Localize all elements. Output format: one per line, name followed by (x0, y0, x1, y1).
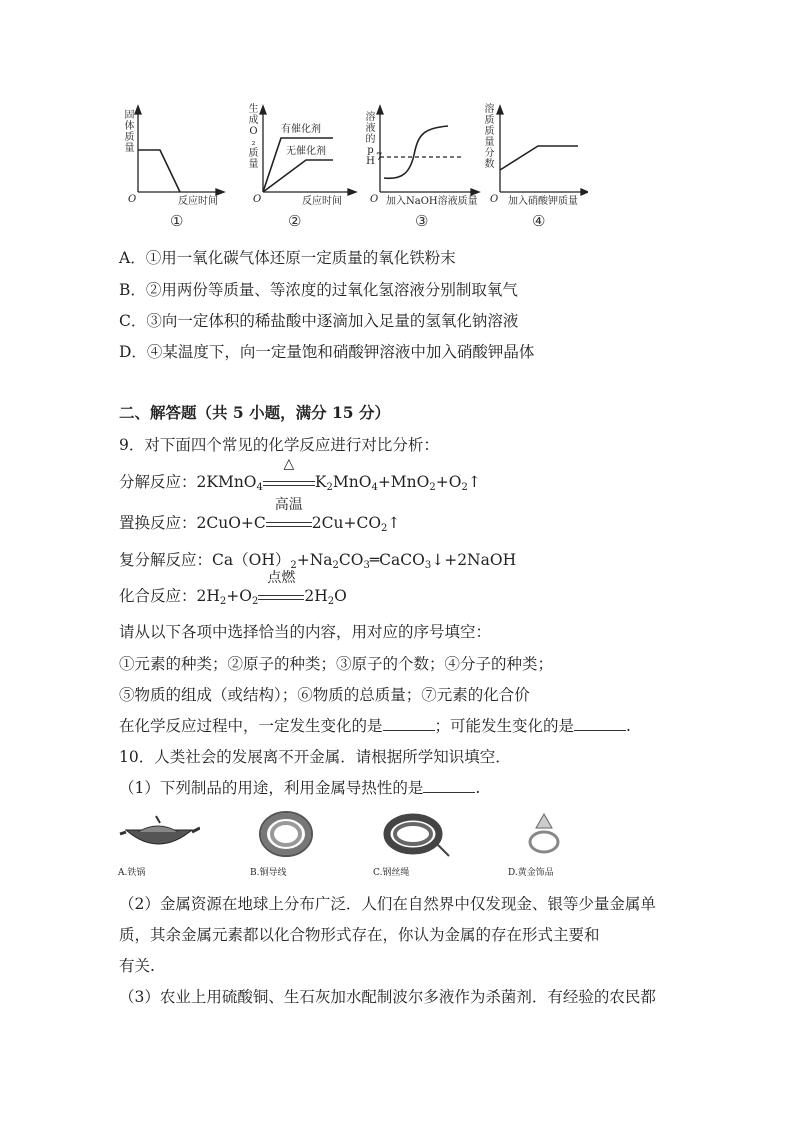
graph-2-curve-catalyst: 有催化剂 (281, 124, 321, 135)
photo-copper-wire (250, 806, 322, 880)
graph-4-number: ④ (532, 212, 546, 230)
photo-steel-rope (373, 806, 453, 880)
q10-part1: （1）下列制品的用途，利用金属导热性的是 . (119, 779, 481, 797)
graph-strip (118, 100, 588, 230)
condition-arrow (258, 570, 304, 606)
graphs-svg (118, 100, 588, 230)
q9-reaction-combination: 化合反应：$2H_2+O_2$ 点燃 $2H_2O$ (119, 570, 347, 607)
option-d: D．④某温度下，向一定量饱和硝酸钾溶液中加入硝酸钾晶体 (119, 343, 535, 361)
q9-stem: 9．对下面四个常见的化学反应进行对比分析： (119, 436, 439, 454)
photo-caption: B.铜导线 (250, 868, 287, 878)
q9-instruction: 请从以下各项中选择恰当的内容，用对应的序号填空： (119, 623, 492, 641)
equation-left: 2CuO+C (196, 514, 266, 532)
q10-part3-line1: （3）农业上用硫酸铜、生石灰加水配制波尔多液作为杀菌剂．有经验的农民都 (119, 988, 656, 1006)
q9-reaction-displacement: 置换反应：2CuO+C 高温 $2Cu+CO_2↑$ (119, 497, 401, 534)
q9-items-line2: ⑤物质的组成（或结构）；⑥物质的总质量；⑦元素的化合价 (119, 686, 530, 704)
graph-4-ylabel: 溶质质量分数 (484, 104, 495, 170)
answer-blank-1[interactable] (383, 716, 435, 731)
equation-left: 2KMnO (196, 473, 257, 491)
graph-3-number: ③ (415, 212, 429, 230)
graph-3-origin: O (370, 194, 379, 205)
q10-part2-line3: 有关. (119, 957, 155, 975)
graph-4 (497, 106, 588, 195)
graph-1-xlabel: 反应时间 (178, 196, 218, 207)
photo-caption: D.黄金饰品 (508, 868, 554, 878)
graph-3-ref-mark: 7 (376, 152, 383, 163)
q9-reaction-decomposition: 分解反应：2KMnO$_4$ △ $K_2MnO_4+MnO_2+O_2↑$ (119, 456, 481, 493)
condition-arrow (263, 456, 315, 492)
wire-coil-icon (250, 806, 322, 862)
q10-stem: 10．人类社会的发展离不开金属．请根据所学知识填空． (119, 748, 511, 766)
graph-4-xlabel: 加入硝酸钾质量 (508, 196, 578, 207)
section-heading: 二、解答题（共 5 小题，满分 15 分） (119, 403, 390, 422)
graph-3-ylabel: 溶液的pH (365, 112, 376, 167)
q10-part2-line2: 质，其余金属元素都以化合物形式存在，你认为金属的存在形式主要和 (119, 926, 600, 944)
product-photos (118, 806, 588, 880)
graph-1-ylabel: 固体质量 (124, 110, 135, 154)
graph-2-origin: O (253, 194, 262, 205)
option-b: B．②用两份等质量、等浓度的过氧化氢溶液分别制取氧气 (119, 281, 518, 299)
graph-1 (135, 106, 224, 195)
condition: 点燃 (267, 570, 296, 586)
condition: 高温 (274, 497, 303, 513)
q9-reaction-double-displacement: 复分解反应：$Ca(OH)_2+Na_2CO_3═CaCO_3↓+2NaOH$ (119, 551, 517, 571)
graph-3 (377, 106, 479, 195)
photo-caption: C.钢丝绳 (373, 868, 410, 878)
reaction-label: 化合反应： (119, 587, 197, 605)
photo-gold-jewelry (508, 806, 580, 880)
option-c: C．③向一定体积的稀盐酸中逐滴加入足量的氢氧化钠溶液 (119, 312, 519, 330)
option-a: A．①用一氧化碳气体还原一定质量的氧化铁粉末 (119, 249, 456, 267)
steel-rope-icon (373, 806, 453, 862)
wok-icon (118, 806, 200, 862)
graph-2-ylabel: 生成O₂质量 (248, 104, 259, 170)
answer-blank-3[interactable] (423, 778, 475, 793)
reaction-label: 分解反应： (119, 473, 197, 491)
graph-2-number: ② (288, 212, 302, 230)
reaction-label: 复分解反应： (119, 551, 213, 569)
q9-question: 在化学反应过程中，一定发生变化的是 ；可能发生变化的是 . (119, 717, 631, 735)
photo-caption: A.铁锅 (118, 868, 146, 878)
graph-4-origin: O (490, 194, 499, 205)
condition: △ (283, 456, 295, 472)
graph-1-number: ① (170, 212, 184, 230)
graph-3-xlabel: 加入NaOH溶液质量 (386, 196, 478, 207)
condition-arrow (266, 497, 312, 533)
photo-iron-wok (118, 806, 200, 880)
graph-2-xlabel: 反应时间 (302, 196, 342, 207)
q9-items-line1: ①元素的种类；②原子的种类；③原子的个数；④分子的种类； (119, 655, 554, 673)
answer-blank-2[interactable] (574, 716, 626, 731)
q10-part2-line1: （2）金属资源在地球上分布广泛．人们在自然界中仅发现金、银等少量金属单 (119, 895, 656, 913)
ring-icon (508, 806, 580, 862)
equation-right: 2Cu+CO (311, 514, 382, 532)
reaction-label: 置换反应： (119, 514, 197, 532)
graph-1-origin: O (128, 194, 137, 205)
graph-2-curve-nocatalyst: 无催化剂 (286, 146, 326, 157)
